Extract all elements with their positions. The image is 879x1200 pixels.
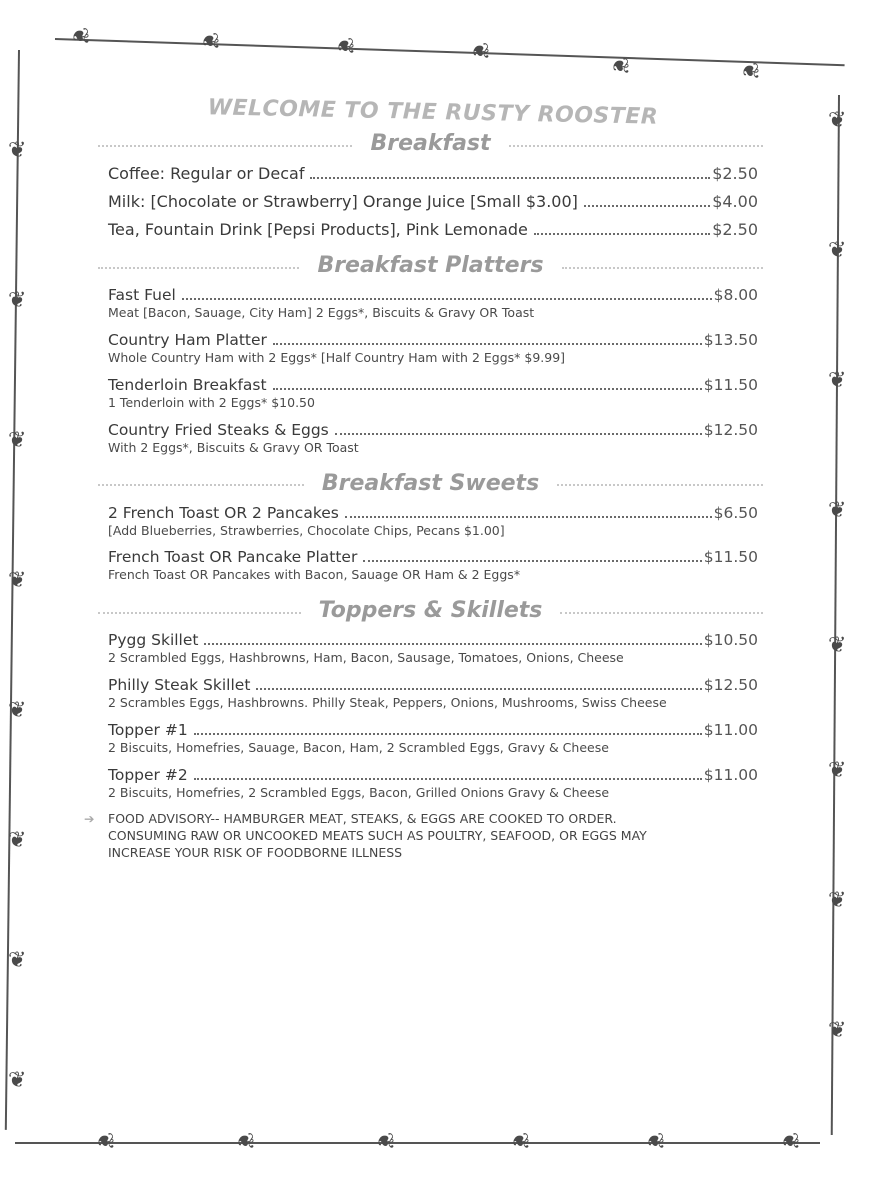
menu-item: [108, 766, 758, 802]
menu-item: [108, 631, 758, 667]
lavender-sprig-icon: ❦: [828, 888, 847, 913]
item-description: 2 Scrambled Eggs, Hashbrowns, Ham, Bacon, Sausage, Tomatoes, Onions, Cheese: [108, 650, 624, 666]
lavender-sprig-icon: ❦: [828, 238, 847, 263]
item-description: Meat [Bacon, Sauage, City Ham] 2 Eggs*, Biscuits & Gravy OR Toast: [108, 305, 535, 320]
item-name: Topper #2: [108, 765, 188, 784]
dotted-divider: [560, 612, 763, 614]
lavender-sprig-icon: ❦: [642, 1131, 668, 1151]
lavender-sprig-icon: ❦: [67, 26, 93, 46]
item-name: Milk: [Chocolate or Strawberry] Orange Juice [Small $3.00]: [108, 192, 578, 211]
item-price: $8.00: [713, 286, 758, 304]
menu-item: [108, 331, 758, 367]
item-name: Fast Fuel: [108, 286, 176, 304]
border-bottom-line: [15, 1142, 820, 1144]
dot-leader: [584, 205, 710, 207]
dot-leader: [363, 560, 701, 562]
item-description: 2 Biscuits, Homefries, 2 Scrambled Eggs, Bacon, Grilled Onions Gravy & Cheese: [108, 784, 610, 800]
item-price: $11.50: [703, 548, 758, 567]
dot-leader: [273, 343, 702, 345]
section-header-breakfast-sweets: [98, 471, 763, 496]
item-description: [Add Blueberries, Strawberries, Chocolate Chips, Pecans $1.00]: [108, 522, 505, 538]
lavender-sprig-icon: ❦: [828, 108, 847, 133]
menu-item: [108, 548, 758, 584]
dot-leader: [256, 688, 701, 690]
section-title: Toppers & Skillets: [318, 598, 543, 624]
item-name: Tea, Fountain Drink [Pepsi Products], Pink Lemonade: [108, 220, 528, 239]
dotted-divider: [98, 612, 301, 614]
menu-item: [108, 376, 758, 412]
item-name: Topper #1: [108, 721, 188, 739]
lavender-sprig-icon: ❦: [8, 828, 27, 853]
dot-leader: [204, 643, 701, 645]
item-price: $10.50: [703, 631, 758, 650]
lavender-sprig-icon: ❦: [828, 633, 847, 658]
arrow-right-icon: ➔: [84, 810, 95, 826]
menu-content: [84, 95, 758, 861]
item-name: Country Fried Steaks & Eggs: [108, 420, 329, 439]
dot-leader: [194, 733, 702, 735]
lavender-sprig-icon: ❦: [8, 1068, 27, 1093]
menu-item: [108, 676, 758, 712]
menu-item: [108, 164, 758, 183]
item-name: French Toast OR Pancake Platter: [108, 548, 358, 567]
item-name: Tenderloin Breakfast: [108, 375, 267, 394]
item-description: 2 Scrambles Eggs, Hashbrowns. Philly Steak, Peppers, Onions, Mushrooms, Swiss Cheese: [108, 695, 667, 711]
menu-item: [108, 286, 758, 322]
item-price: $13.50: [703, 330, 758, 349]
dotted-divider: [562, 267, 763, 269]
section-header-breakfast: [98, 131, 763, 156]
section-title: Breakfast: [370, 131, 491, 156]
lavender-sprig-icon: ❦: [828, 758, 847, 783]
menu-item: [108, 421, 758, 457]
menu-item: [108, 192, 758, 211]
border-top-line: [55, 38, 845, 66]
section-header-breakfast-platters: [98, 253, 763, 278]
item-price: $4.00: [712, 192, 758, 211]
dot-leader: [194, 778, 702, 780]
item-price: $11.50: [703, 375, 758, 394]
item-price: $11.00: [703, 765, 758, 784]
item-name: 2 French Toast OR 2 Pancakes: [108, 503, 339, 522]
dot-leader: [182, 298, 712, 300]
dotted-divider: [509, 145, 763, 147]
lavender-sprig-icon: ❦: [372, 1131, 398, 1151]
item-name: Country Ham Platter: [108, 330, 267, 349]
item-price: $12.50: [703, 676, 758, 695]
dotted-divider: [98, 145, 352, 147]
item-price: $2.50: [712, 220, 758, 239]
lavender-sprig-icon: ❦: [197, 31, 223, 51]
item-description: 1 Tenderloin with 2 Eggs* $10.50: [108, 394, 315, 410]
lavender-sprig-icon: ❦: [8, 428, 27, 453]
item-price: $2.50: [712, 164, 758, 183]
menu-item: [108, 721, 758, 757]
item-price: $12.50: [703, 420, 758, 439]
item-description: Whole Country Ham with 2 Eggs* [Half Country Ham with 2 Eggs* $9.99]: [108, 349, 566, 365]
dotted-divider: [557, 484, 763, 486]
lavender-sprig-icon: ❦: [737, 61, 763, 81]
dotted-divider: [98, 267, 299, 269]
item-description: With 2 Eggs*, Biscuits & Gravy OR Toast: [108, 439, 359, 455]
item-price: $11.00: [703, 721, 758, 739]
dot-leader: [335, 433, 702, 435]
lavender-sprig-icon: ❦: [777, 1131, 803, 1151]
lavender-sprig-icon: ❦: [828, 498, 847, 523]
section-header-toppers-skillets: [98, 598, 763, 623]
section-title: Breakfast Sweets: [321, 470, 540, 496]
item-description: French Toast OR Pancakes with Bacon, Sauage OR Ham & 2 Eggs*: [108, 567, 521, 583]
lavender-sprig-icon: ❦: [8, 288, 27, 313]
item-name: Philly Steak Skillet: [108, 676, 251, 695]
lavender-sprig-icon: ❦: [507, 1131, 533, 1151]
lavender-sprig-icon: ❦: [92, 1131, 118, 1151]
section-title: Breakfast Platters: [317, 253, 544, 278]
item-name: Coffee: Regular or Decaf: [108, 164, 305, 183]
lavender-sprig-icon: ❦: [8, 698, 27, 723]
lavender-sprig-icon: ❦: [232, 1131, 258, 1151]
dot-leader: [534, 233, 710, 235]
dot-leader: [345, 516, 712, 518]
item-description: 2 Biscuits, Homefries, Sauage, Bacon, Ham, 2 Scrambled Eggs, Gravy & Cheese: [108, 740, 609, 755]
lavender-sprig-icon: ❦: [828, 368, 847, 393]
menu-item: [108, 220, 758, 239]
advisory-text: FOOD ADVISORY-- HAMBURGER MEAT, STEAKS, & EGGS ARE COOKED TO ORDER. CONSUMING RAW OR UNCOOKED MEATS SUCH AS POULTRY, SEAFOOD, OR EGGS MAY INCREASE YOUR RISK OF FOODBORNE ILLNESS: [108, 810, 647, 860]
lavender-sprig-icon: ❦: [332, 36, 358, 56]
lavender-sprig-icon: ❦: [607, 56, 633, 76]
food-advisory: [84, 811, 758, 862]
item-price: $6.50: [713, 503, 758, 522]
lavender-sprig-icon: ❦: [828, 1018, 847, 1043]
lavender-sprig-icon: ❦: [8, 948, 27, 973]
item-name: Pygg Skillet: [108, 631, 199, 650]
dot-leader: [310, 177, 710, 179]
dot-leader: [273, 388, 702, 390]
lavender-sprig-icon: ❦: [8, 568, 27, 593]
lavender-sprig-icon: ❦: [467, 41, 493, 61]
dotted-divider: [98, 484, 304, 486]
menu-item: [108, 504, 758, 540]
lavender-sprig-icon: ❦: [8, 138, 27, 163]
menu-title: WELCOME TO THE RUSTY ROOSTER: [207, 95, 659, 130]
